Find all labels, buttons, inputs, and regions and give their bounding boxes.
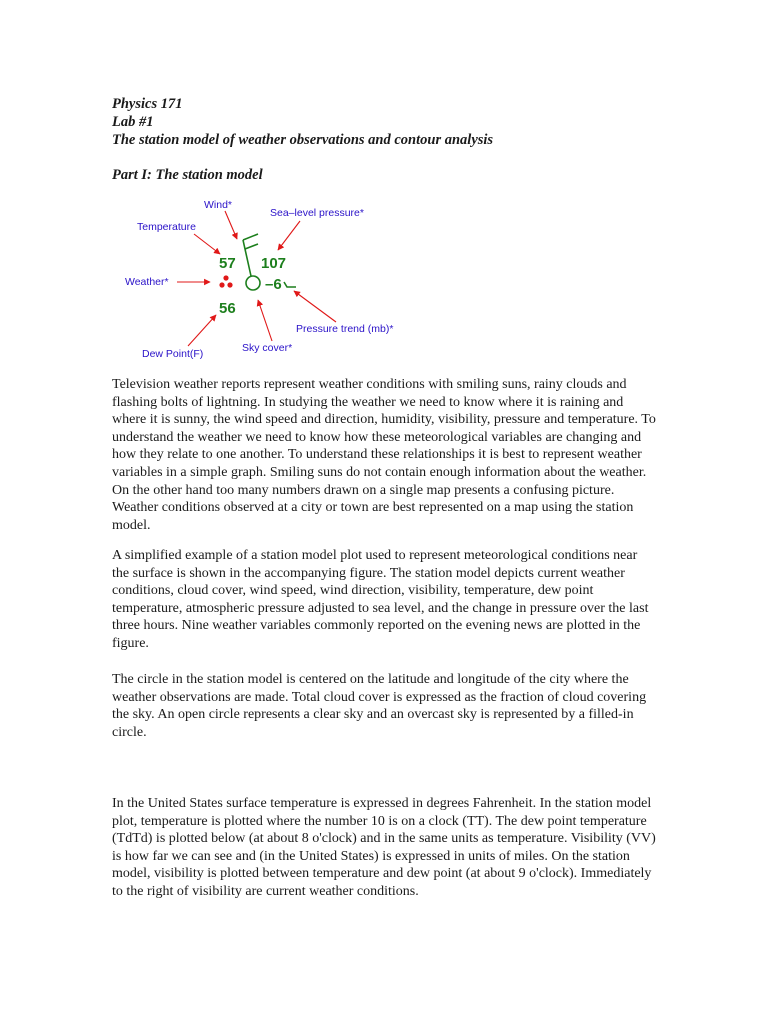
- value-dew-point: 56: [219, 300, 236, 317]
- station-model-figure: [112, 192, 410, 368]
- label-dew-point: Dew Point(F): [142, 348, 204, 360]
- part-heading: Part I: The station model: [112, 167, 263, 183]
- label-pressure-trend: Pressure trend (mb)*: [296, 323, 394, 335]
- label-weather: Weather*: [125, 276, 169, 288]
- label-sky-cover: Sky cover*: [242, 342, 293, 354]
- lab-number: Lab #1: [112, 114, 154, 130]
- paragraph-3: The circle in the station model is centered on the latitude and longitude of the city where the weather observations are made. Total cloud cover is expressed as the fraction of cloud covering the sky. An open circle represents a clear sky and an overcast sky is represented by a filled-in circle.: [112, 672, 647, 740]
- paragraph-4: In the United States surface temperature is expressed in degrees Fahrenheit. In the station model plot, temperature is plotted where the number 10 is on a clock (TT). The dew point temperature (TdTd) is plotted below (at about 8 o'clock) and in the same units as temperature. Visibility (VV) is how far we can see and (in the United States) is expressed in units of miles. On the station model, visibility is plotted between temperature and dew point (at about 9 o'clock). Immediately to the right of visibility are current weather conditions.: [112, 796, 656, 899]
- label-sea-level-pressure: Sea–level pressure*: [270, 207, 364, 219]
- label-wind: Wind*: [204, 199, 233, 211]
- paragraph-1: Television weather reports represent weather conditions with smiling suns, rainy clouds and flashing bolts of lightning. In studying the weather we need to know where it is raining and where it is sunny, the wind speed and direction, humidity, visibility, pressure and temperature. To understand the weather we need to know how these meteorological variables are changing and how they relate to one another. To understand these relationships it is best to represent weather variables in a simple graph. Smiling suns do not contain enough information about the weather. On the other hand too many numbers drawn on a single map presents a confusing picture. Weather conditions observed at a city or town are best represented on a map using the station model.: [112, 377, 656, 533]
- value-temperature: 57: [219, 255, 236, 272]
- value-pressure-trend: –6: [265, 276, 282, 293]
- document-title: The station model of weather observations and contour analysis: [112, 132, 494, 148]
- label-temperature: Temperature: [137, 221, 196, 233]
- value-pressure: 107: [261, 255, 287, 272]
- course-title: Physics 171: [112, 96, 183, 112]
- paragraph-2: A simplified example of a station model plot used to represent meteorological conditions near the surface is shown in the accompanying figure. The station model depicts current weather conditions, cloud cover, wind speed, wind direction, visibility, temperature, dew point temperature, atmospheric pressure adjusted to sea level, and the change in pressure over the last three hours. Nine weather variables commonly reported on the evening news are plotted in the figure.: [112, 548, 649, 651]
